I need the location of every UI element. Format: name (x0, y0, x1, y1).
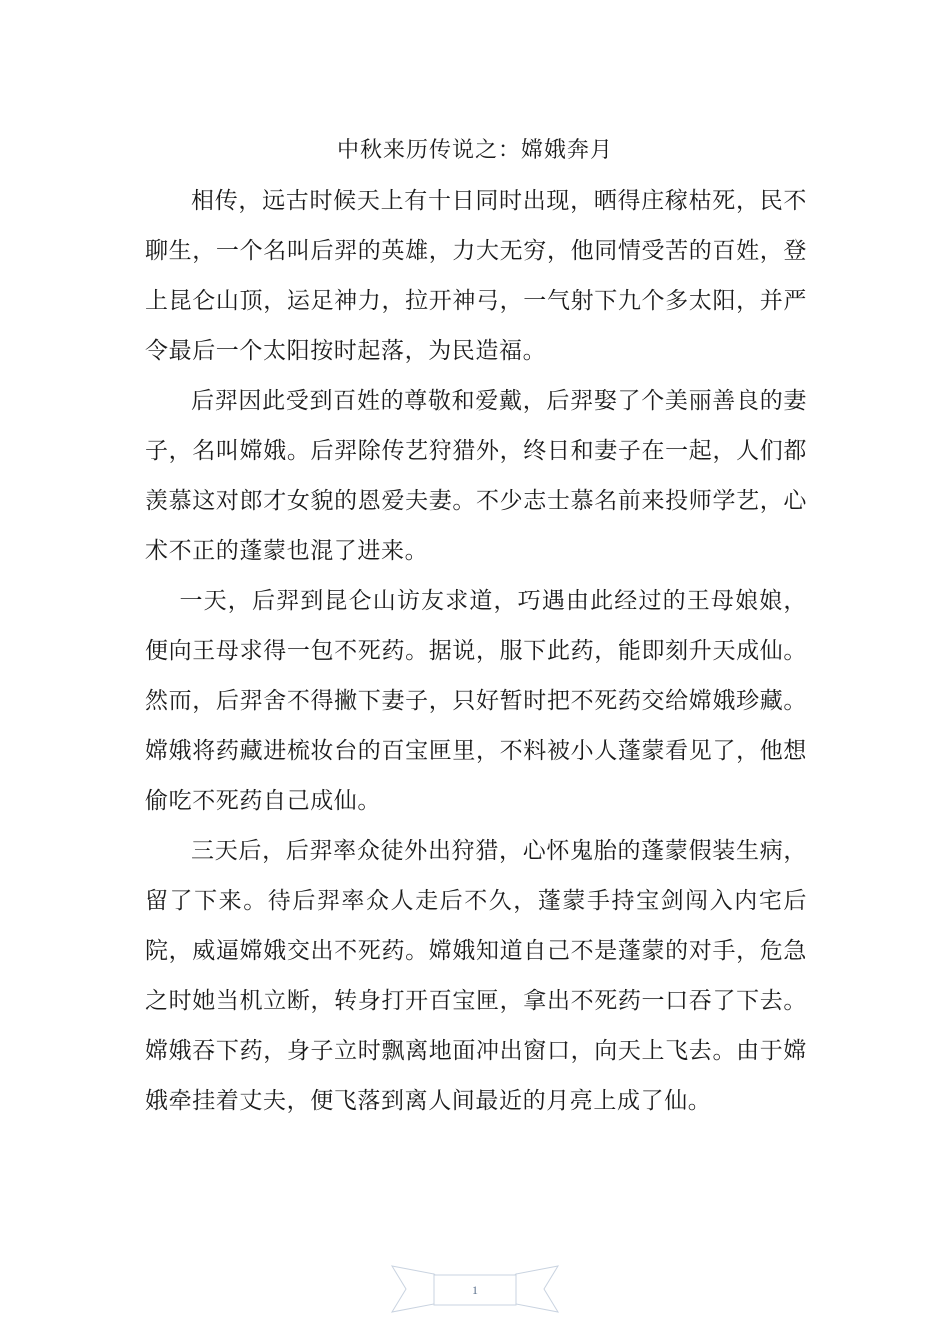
paragraph-2: 后羿因此受到百姓的尊敬和爱戴，后羿娶了个美丽善良的妻子，名叫嫦娥。后羿除传艺狩猎外，终日和妻子在一起，人们都羡慕这对郎才女貌的恩爱夫妻。不少志士慕名前来投师学艺，心术不正的蓬蒙也混了进来。 (145, 388, 807, 564)
document-title: 中秋来历传说之：嫦娥奔月 (336, 138, 613, 163)
paragraph-1: 相传，远古时候天上有十日同时出现，晒得庄稼枯死，民不聊生，一个名叫后羿的英雄，力大无穷，他同情受苦的百姓，登上昆仑山顶，运足神力，拉开神弓，一气射下九个多太阳，并严令最后一个太阳按时起落，为民造福。 (145, 188, 807, 364)
page-number: 1 (472, 1283, 478, 1297)
document-body (145, 176, 807, 1126)
paragraph-4: 三天后，后羿率众徒外出狩猎，心怀鬼胎的蓬蒙假装生病，留了下来。待后羿率众人走后不久，蓬蒙手持宝剑闯入内宅后院，威逼嫦娥交出不死药。嫦娥知道自己不是蓬蒙的对手，危急之时她当机立断，转身打开百宝匣，拿出不死药一口吞了下去。嫦娥吞下药，身子立时飘离地面冲出窗口，向天上飞去。由于嫦娥牵挂着丈夫，便飞落到离人间最近的月亮上成了仙。 (145, 838, 807, 1114)
paragraph-3: 一天，后羿到昆仑山访友求道，巧遇由此经过的王母娘娘，便向王母求得一包不死药。据说，服下此药，能即刻升天成仙。然而，后羿舍不得撇下妻子，只好暂时把不死药交给嫦娥珍藏。嫦娥将药藏进梳妆台的百宝匣里，不料被小人蓬蒙看见了，他想偷吃不死药自己成仙。 (145, 588, 807, 814)
